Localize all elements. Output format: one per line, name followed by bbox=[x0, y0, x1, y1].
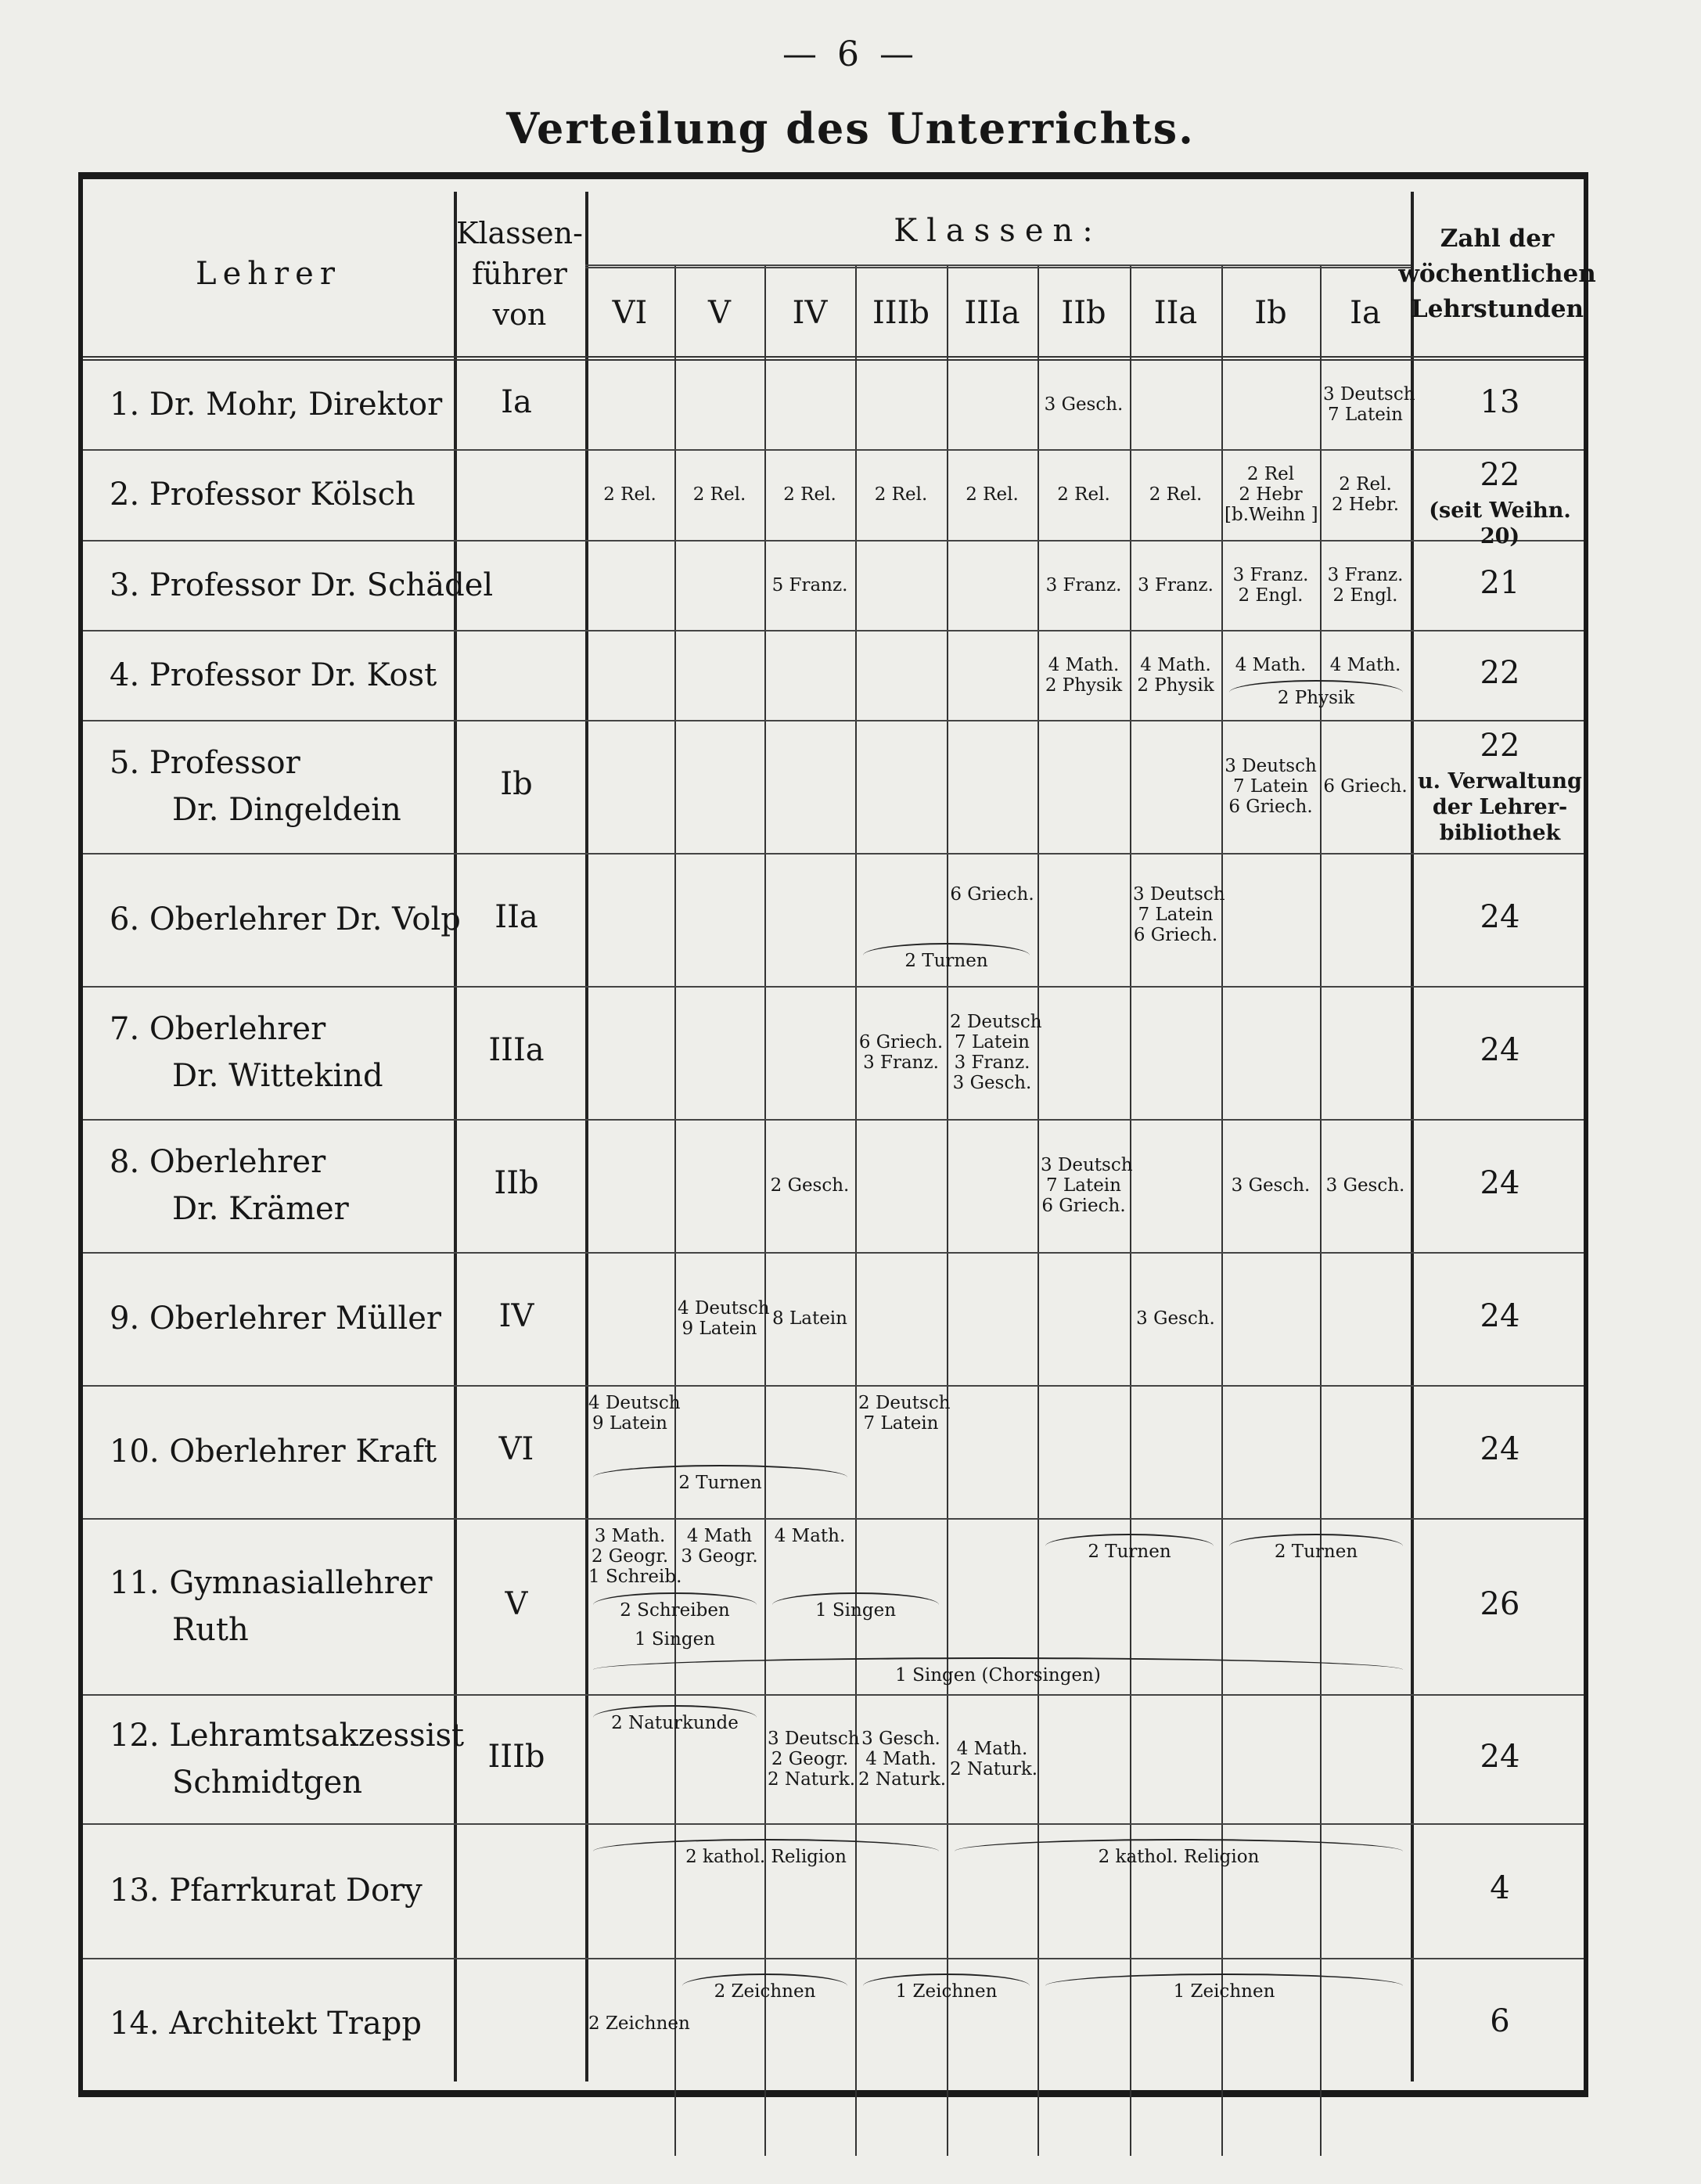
lesson-line: 7 Latein bbox=[863, 1413, 939, 1434]
lesson-entry bbox=[1323, 474, 1408, 515]
teacher-name-line: 13. Pfarrkurat Dory bbox=[110, 1873, 423, 1909]
row-divider bbox=[83, 1694, 1584, 1696]
weekly-hours: 24 bbox=[1480, 1165, 1520, 1201]
header-class-IIIa: IIIa bbox=[964, 295, 1020, 331]
teacher-name-line: 11. Gymnasiallehrer bbox=[110, 1564, 433, 1601]
lesson-line: 5 Franz. bbox=[771, 574, 848, 595]
lesson-line: 3 Deutsch bbox=[1133, 884, 1225, 905]
lesson-line: 7 Latein bbox=[1046, 1175, 1121, 1196]
lesson-line: 2 Deutsch bbox=[950, 1012, 1042, 1032]
lesson-line: 3 Gesch. bbox=[952, 1073, 1032, 1093]
teacher-name-line: Dr. Wittekind bbox=[172, 1058, 383, 1094]
row-divider bbox=[83, 720, 1584, 721]
lesson-entry bbox=[1041, 484, 1127, 505]
klassenfuehrer-value: Ib bbox=[500, 766, 533, 802]
lesson-entry bbox=[858, 1728, 947, 1790]
lesson-line: 4 Math. bbox=[1048, 655, 1120, 675]
lesson-entry bbox=[768, 1308, 852, 1329]
lesson-entry bbox=[678, 484, 761, 505]
hours-note: u. Verwaltung der Lehrer-bibliothek bbox=[1418, 769, 1582, 845]
lesson-line: 3 Franz. bbox=[1138, 574, 1214, 595]
teacher-name bbox=[110, 1560, 433, 1653]
column-divider bbox=[585, 192, 588, 2081]
lesson-line: 2 Hebr. bbox=[1331, 495, 1400, 515]
lesson-line: 3 Franz. bbox=[863, 1052, 939, 1073]
lesson-line: 2 Geogr. bbox=[591, 1546, 669, 1567]
weekly-hours: 4 bbox=[1490, 1870, 1510, 1906]
row-divider bbox=[83, 1823, 1584, 1825]
lesson-entry bbox=[950, 1012, 1042, 1093]
teacher-name bbox=[110, 739, 401, 833]
lesson-entry bbox=[1133, 484, 1218, 505]
lesson-entry bbox=[1323, 655, 1408, 675]
row-divider bbox=[83, 1252, 1584, 1254]
teacher-name-line: Ruth bbox=[172, 1611, 249, 1648]
teacher-name-line: 1. Dr. Mohr, Direktor bbox=[110, 387, 443, 423]
lesson-entry bbox=[588, 2013, 690, 2034]
lesson-line: 2 Engl. bbox=[1238, 585, 1304, 606]
klassenfuehrer-value: Ia bbox=[501, 384, 532, 420]
lesson-entry bbox=[1225, 655, 1317, 675]
header-klassenfuehrer-line: von bbox=[492, 297, 547, 332]
row-divider bbox=[83, 449, 1584, 451]
header-class-Ia: Ia bbox=[1350, 295, 1381, 331]
weekly-hours: 24 bbox=[1480, 1738, 1520, 1775]
brace-span-label: 2 Turnen bbox=[1088, 1542, 1171, 1562]
class-column-divider bbox=[1130, 266, 1131, 2156]
header-hours-line: wöchentlichen bbox=[1398, 259, 1596, 288]
column-divider bbox=[1411, 192, 1414, 2081]
lesson-entry bbox=[1133, 655, 1218, 696]
teacher-name-line: 2. Professor Kölsch bbox=[110, 477, 415, 513]
lesson-line: 6 Griech. bbox=[1133, 925, 1218, 945]
lesson-line: [b.Weihn ] bbox=[1225, 505, 1318, 525]
lesson-entry bbox=[1323, 384, 1415, 425]
lesson-entry bbox=[1133, 575, 1218, 595]
hours-note: (seit Weihn. 20) bbox=[1429, 498, 1571, 549]
lesson-line: 4 Math. bbox=[956, 1738, 1028, 1759]
brace-span-label: 2 Turnen bbox=[904, 951, 988, 971]
klassenfuehrer-value: V bbox=[505, 1585, 528, 1622]
lesson-line: 4 Math. bbox=[774, 1526, 846, 1546]
teacher-name-line: 4. Professor Dr. Kost bbox=[110, 657, 437, 693]
teacher-name-line: 7. Oberlehrer bbox=[110, 1011, 326, 1047]
header-class-VI: VI bbox=[612, 295, 648, 331]
lesson-entry bbox=[768, 1175, 852, 1196]
lesson-line: 2 Rel. bbox=[1149, 484, 1203, 505]
lesson-line: 4 Math bbox=[686, 1526, 753, 1546]
header-class-IV: IV bbox=[792, 295, 828, 331]
lesson-line: 2 Rel. bbox=[1339, 474, 1392, 495]
teacher-name-line: Dr. Krämer bbox=[172, 1191, 349, 1227]
teacher-name-line: 9. Oberlehrer Müller bbox=[110, 1301, 442, 1337]
lesson-line: 2 Rel. bbox=[783, 484, 836, 505]
weekly-hours: 13 bbox=[1480, 384, 1520, 420]
lesson-line: 2 Naturk. bbox=[950, 1758, 1038, 1779]
lesson-entry bbox=[588, 1526, 682, 1587]
row-divider bbox=[83, 986, 1584, 988]
lesson-line: 3 Deutsch bbox=[1225, 756, 1317, 776]
lesson-line: 3 Gesch. bbox=[1231, 1175, 1311, 1196]
class-column-divider bbox=[947, 266, 948, 2156]
klassenfuehrer-value: IIb bbox=[494, 1165, 539, 1201]
lesson-line: 2 Naturk. bbox=[768, 1768, 856, 1790]
weekly-hours: 24 bbox=[1480, 1431, 1520, 1467]
lesson-line: 6 Griech. bbox=[1041, 1196, 1126, 1216]
header-teacher: Lehrer bbox=[196, 256, 341, 292]
row-divider bbox=[83, 1119, 1584, 1121]
weekly-hours: 21 bbox=[1480, 564, 1520, 601]
teacher-name-line: 14. Architekt Trapp bbox=[110, 2006, 422, 2042]
brace-span-label: 2 Physik bbox=[1277, 688, 1355, 708]
brace-span-label: 2 Schreiben bbox=[620, 1600, 730, 1621]
class-column-divider bbox=[1320, 266, 1322, 2156]
lesson-line: 4 Math. bbox=[1140, 655, 1211, 675]
lesson-line: 2 Geogr. bbox=[771, 1748, 849, 1769]
teacher-name bbox=[110, 1139, 349, 1232]
lesson-entry bbox=[950, 484, 1034, 505]
lesson-line: 6 Griech. bbox=[858, 1032, 944, 1052]
weekly-hours: 22 bbox=[1480, 457, 1520, 493]
lesson-entry bbox=[1041, 575, 1127, 595]
lesson-line: 6 Griech. bbox=[1228, 797, 1313, 817]
lesson-line: 4 Deutsch bbox=[588, 1393, 681, 1413]
class-column-divider bbox=[764, 266, 766, 2156]
header-separator bbox=[83, 356, 1584, 361]
teacher-name bbox=[110, 1712, 464, 1806]
lesson-entry bbox=[1133, 884, 1225, 945]
lesson-line: 2 Deutsch bbox=[858, 1393, 951, 1413]
teacher-name bbox=[110, 1295, 441, 1342]
header-class-V: V bbox=[708, 295, 731, 331]
lesson-line: 2 Physik bbox=[1045, 675, 1123, 696]
class-column-divider bbox=[855, 266, 857, 2156]
brace-span-label: 2 Turnen bbox=[1274, 1542, 1358, 1562]
klassenfuehrer-value: VI bbox=[498, 1431, 534, 1467]
header-hours-line: Zahl der bbox=[1440, 224, 1555, 253]
teacher-name-line: 5. Professor bbox=[110, 745, 300, 781]
header-class-IIIb: IIIb bbox=[872, 295, 930, 331]
teacher-name-line: 3. Professor Dr. Schädel bbox=[110, 567, 494, 603]
row-divider bbox=[83, 540, 1584, 542]
teacher-name-line: 8. Oberlehrer bbox=[110, 1144, 326, 1180]
row-divider bbox=[83, 1958, 1584, 1959]
lesson-line: 3 Franz. bbox=[1045, 574, 1122, 595]
lesson-line: 2 Gesch. bbox=[770, 1175, 850, 1196]
brace-span-label: 2 kathol. Religion bbox=[1098, 1847, 1260, 1867]
lesson-line: 6 Griech. bbox=[950, 884, 1034, 905]
lesson-line: 4 Math. bbox=[865, 1748, 937, 1769]
lesson-entry bbox=[1041, 394, 1127, 415]
weekly-hours: 26 bbox=[1480, 1585, 1520, 1622]
lesson-line: 2 Rel. bbox=[1057, 484, 1110, 505]
header-klassenfuehrer bbox=[454, 200, 585, 348]
row-divider bbox=[83, 630, 1584, 631]
class-column-divider bbox=[1221, 266, 1223, 2156]
klassenfuehrer-value: IV bbox=[498, 1298, 534, 1334]
page-title: Verteilung des Unterrichts. bbox=[506, 103, 1195, 153]
lesson-line: 3 Deutsch bbox=[1323, 384, 1415, 405]
brace-span-label: 2 Turnen bbox=[678, 1473, 762, 1493]
lesson-line: 2 Rel bbox=[1246, 464, 1295, 484]
teacher-name-line: 10. Oberlehrer Kraft bbox=[110, 1434, 437, 1470]
header-class-IIb: IIb bbox=[1061, 295, 1106, 331]
lesson-line: 1 Schreib. bbox=[588, 1567, 682, 1587]
weekly-hours: 6 bbox=[1490, 2003, 1510, 2039]
brace-span-label: 1 Singen bbox=[815, 1600, 897, 1621]
lesson-line: 2 Rel. bbox=[692, 484, 746, 505]
lesson-line: 7 Latein bbox=[1233, 776, 1308, 797]
lesson-entry bbox=[768, 1526, 852, 1546]
lesson-line: 3 Franz. bbox=[1327, 564, 1404, 585]
klassenfuehrer-value: IIIa bbox=[488, 1032, 545, 1068]
teacher-name bbox=[110, 896, 461, 943]
lesson-line: 2 Engl. bbox=[1332, 585, 1398, 606]
klassenfuehrer-value: IIa bbox=[494, 899, 538, 935]
header-hours bbox=[1398, 211, 1596, 336]
weekly-hours: 24 bbox=[1480, 899, 1520, 935]
brace-span-label: 2 Naturkunde bbox=[611, 1713, 739, 1733]
teacher-name bbox=[110, 1428, 437, 1475]
lesson-entry bbox=[588, 1393, 681, 1434]
lesson-line: 3 Math. bbox=[594, 1526, 666, 1546]
lesson-line: 2 Physik bbox=[1137, 675, 1214, 696]
lesson-line: 9 Latein bbox=[592, 1413, 667, 1434]
lesson-line: 3 Gesch. bbox=[861, 1728, 940, 1749]
lesson-entry bbox=[858, 1032, 944, 1073]
lesson-line: 3 Geogr. bbox=[681, 1546, 758, 1567]
header-klassen-rule bbox=[585, 264, 1411, 268]
teacher-name bbox=[110, 2000, 422, 2047]
header-class-Ib: Ib bbox=[1254, 295, 1287, 331]
lesson-line: 2 Hebr bbox=[1239, 484, 1303, 505]
lesson-line: 7 Latein bbox=[955, 1032, 1030, 1052]
lesson-line: 3 Deutsch bbox=[1041, 1155, 1133, 1175]
lesson-entry bbox=[768, 575, 852, 595]
header-klassen: Klassen: bbox=[894, 213, 1102, 249]
lesson-line: 9 Latein bbox=[681, 1319, 757, 1339]
brace-span-label: 1 Singen (Chorsingen) bbox=[895, 1665, 1101, 1686]
lesson-line: 3 Gesch. bbox=[1044, 394, 1124, 415]
teacher-name bbox=[110, 562, 493, 609]
page-number: — 6 — bbox=[782, 34, 919, 74]
brace-span-label: 1 Singen bbox=[634, 1629, 716, 1650]
header-klassenfuehrer-line: Klassen- bbox=[455, 216, 583, 250]
teacher-name-line: Schmidtgen bbox=[172, 1764, 363, 1801]
lesson-line: 7 Latein bbox=[1328, 405, 1403, 425]
table-frame bbox=[78, 172, 1588, 2097]
teacher-name bbox=[110, 1867, 423, 1914]
lesson-entry bbox=[768, 484, 852, 505]
lesson-line: 3 Deutsch bbox=[768, 1728, 860, 1749]
brace-span-label: 2 Zeichnen bbox=[714, 1981, 816, 2002]
teacher-name bbox=[110, 381, 442, 428]
lesson-entry bbox=[588, 484, 671, 505]
teacher-name-line: 6. Oberlehrer Dr. Volp bbox=[110, 901, 461, 937]
lesson-entry bbox=[950, 1738, 1038, 1779]
lesson-entry bbox=[1133, 1308, 1218, 1329]
lesson-entry bbox=[1225, 464, 1317, 525]
lesson-line: 3 Franz. bbox=[1232, 564, 1309, 585]
lesson-line: 6 Griech. bbox=[1323, 776, 1408, 797]
lesson-line: 3 Gesch. bbox=[1325, 1175, 1405, 1196]
lesson-entry bbox=[1225, 756, 1317, 817]
teacher-name bbox=[110, 471, 415, 518]
lesson-entry bbox=[1323, 1175, 1408, 1196]
lesson-entry bbox=[858, 484, 944, 505]
weekly-hours: 24 bbox=[1480, 1032, 1520, 1068]
lesson-line: 3 Franz. bbox=[954, 1052, 1030, 1073]
teacher-name-line: 12. Lehramtsakzessist bbox=[110, 1717, 465, 1754]
lesson-entry bbox=[950, 884, 1034, 905]
teacher-name-line: Dr. Dingeldein bbox=[172, 792, 401, 828]
lesson-line: 2 Zeichnen bbox=[588, 2013, 690, 2034]
lesson-line: 2 Naturk. bbox=[858, 1768, 947, 1790]
lesson-entry bbox=[678, 1526, 761, 1567]
class-column-divider bbox=[674, 266, 676, 2156]
lesson-entry bbox=[858, 1393, 951, 1434]
weekly-hours: 22 bbox=[1480, 654, 1520, 691]
lesson-line: 3 Gesch. bbox=[1136, 1308, 1215, 1329]
weekly-hours: 22 bbox=[1480, 728, 1520, 764]
lesson-line: 2 Rel. bbox=[966, 484, 1019, 505]
lesson-line: 8 Latein bbox=[772, 1308, 847, 1329]
row-divider bbox=[83, 1518, 1584, 1520]
lesson-entry bbox=[1225, 565, 1317, 606]
klassenfuehrer-value: IIIb bbox=[487, 1738, 545, 1775]
lesson-entry bbox=[1323, 565, 1408, 606]
lesson-line: 2 Rel. bbox=[603, 484, 656, 505]
header-class-IIa: IIa bbox=[1153, 295, 1198, 331]
lesson-line: 4 Deutsch bbox=[678, 1298, 770, 1319]
row-divider bbox=[83, 1385, 1584, 1387]
brace-span-label: 1 Zeichnen bbox=[895, 1981, 998, 2002]
brace-span-label: 2 kathol. Religion bbox=[685, 1847, 847, 1867]
weekly-hours: 24 bbox=[1480, 1298, 1520, 1334]
header-hours-line: Lehrstunden bbox=[1410, 294, 1584, 323]
teacher-name bbox=[110, 1006, 383, 1099]
lesson-line: 2 Rel. bbox=[874, 484, 928, 505]
teacher-name bbox=[110, 652, 437, 699]
lesson-entry bbox=[1323, 776, 1408, 797]
header-klassenfuehrer-line: führer bbox=[472, 257, 567, 291]
lesson-line: 4 Math. bbox=[1329, 655, 1401, 675]
brace-span-label: 1 Zeichnen bbox=[1173, 1981, 1275, 2002]
lesson-entry bbox=[1225, 1175, 1317, 1196]
lesson-entry bbox=[678, 1298, 770, 1339]
lesson-line: 7 Latein bbox=[1138, 905, 1214, 925]
lesson-entry bbox=[768, 1728, 860, 1790]
lesson-entry bbox=[1041, 655, 1127, 696]
lesson-line: 4 Math. bbox=[1235, 655, 1307, 675]
row-divider bbox=[83, 853, 1584, 855]
class-column-divider bbox=[1038, 266, 1039, 2156]
lesson-entry bbox=[1041, 1155, 1133, 1216]
